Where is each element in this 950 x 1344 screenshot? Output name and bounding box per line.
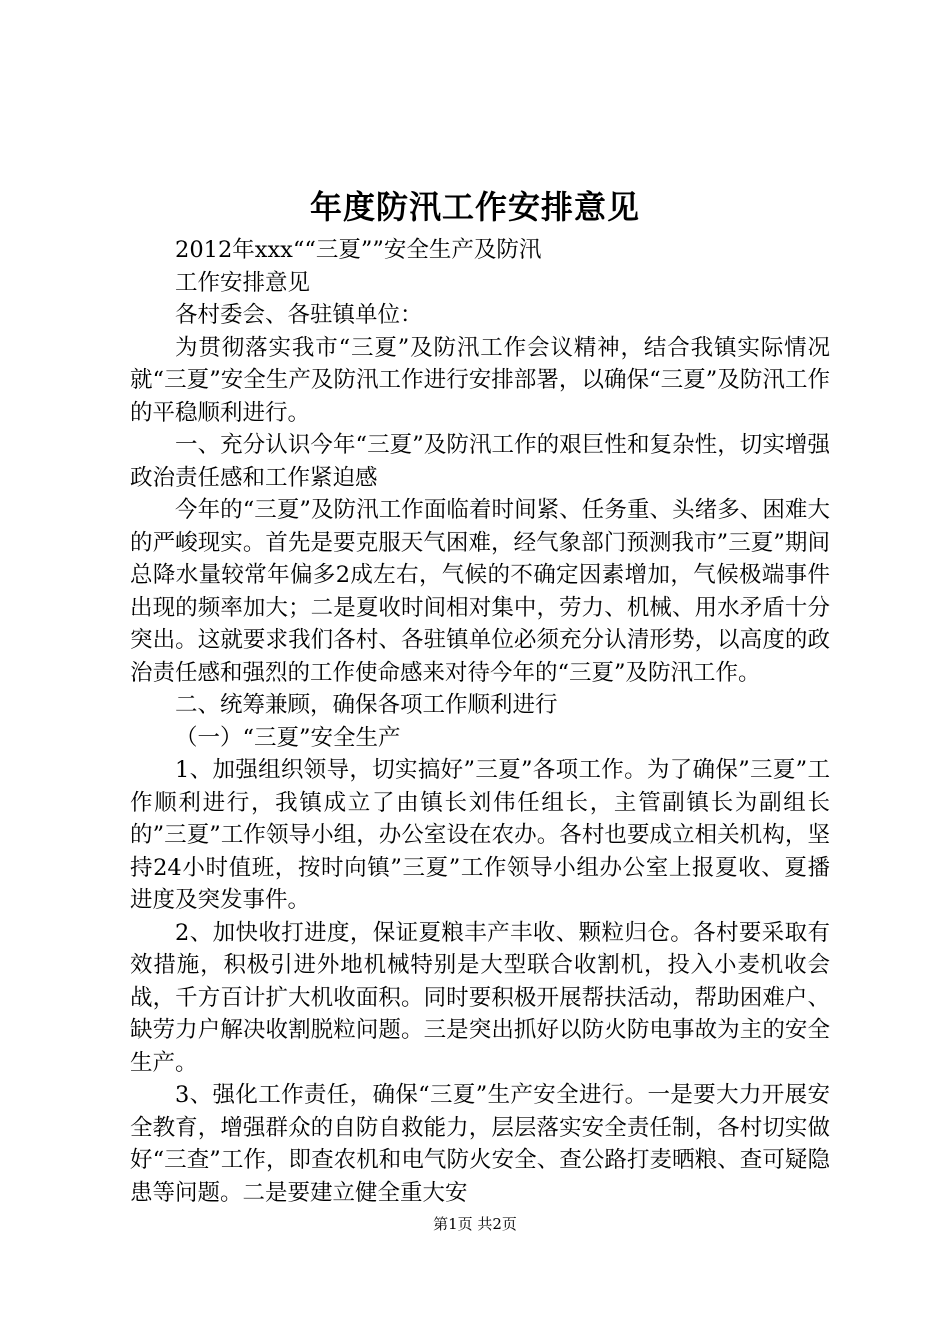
- document-title: 年度防汛工作安排意见: [309, 188, 640, 226]
- section-heading-2: 二、统筹兼顾，确保各项工作顺利进行: [175, 692, 558, 718]
- subsection-heading-1: （一）“三夏”安全生产: [175, 724, 401, 751]
- document-body: [130, 234, 830, 1209]
- paragraph-item-3: 3、强化工作责任，确保“三夏”生产安全进行。一是要大力开展安全教育，增强群众的自防自救能力，层层落实安全责任制，各村切实做好“三查”工作，即查农机和电气防火安全、查公路打麦晒粮、查可疑隐患等问题。二是要建立健全重大安: [130, 1082, 830, 1206]
- salutation: 各村委会、各驻镇单位：: [175, 302, 423, 328]
- subtitle-line-2: 工作安排意见: [175, 269, 311, 296]
- paragraph-intro: 为贯彻落实我市“三夏”及防汛工作会议精神，结合我镇实际情况就“三夏”安全生产及防汛工作进行安排部署，以确保“三夏”及防汛工作的平稳顺利进行。: [130, 334, 830, 426]
- section-heading-1: 一、充分认识今年“三夏”及防汛工作的艰巨性和复杂性，切实增强政治责任感和工作紧迫感: [130, 432, 830, 491]
- page-footer: 第1页 共2页: [433, 1215, 517, 1233]
- subtitle-line-1: 2012年xxx““三夏””安全生产及防汛: [175, 237, 542, 263]
- paragraph-item-1: 1、加强组织领导，切实搞好”三夏”各项工作。为了确保”三夏”工作顺利进行，我镇成立了由镇长刘伟任组长，主管副镇长为副组长的”三夏”工作领导小组，办公室设在农办。各村也要成立相关机构，坚持24小时值班，按时向镇”三夏”工作领导小组办公室上报夏收、夏播进度及突发事件。: [130, 757, 830, 913]
- paragraph-situation: 今年的“三夏”及防汛工作面临着时间紧、任务重、头绪多、困难大的严峻现实。首先是要克服天气困难，经气象部门预测我市”三夏”期间总降水量较常年偏多2成左右，气候的不确定因素增加，气候极端事件出现的频率加大；二是夏收时间相对集中，劳力、机械、用水矛盾十分突出。这就要求我们各村、各驻镇单位必须充分认清形势，以高度的政治责任感和强烈的工作使命感来对待今年的“三夏”及防汛工作。: [130, 497, 830, 686]
- paragraph-item-2: 2、加快收打进度，保证夏粮丰产丰收、颗粒归仓。各村要采取有效措施，积极引进外地机械特别是大型联合收割机，投入小麦机收会战，千方百计扩大机收面积。同时要积极开展帮扶活动，帮助困难户、缺劳力户解决收割脱粒问题。三是突出抓好以防火防电事故为主的安全生产。: [130, 919, 830, 1076]
